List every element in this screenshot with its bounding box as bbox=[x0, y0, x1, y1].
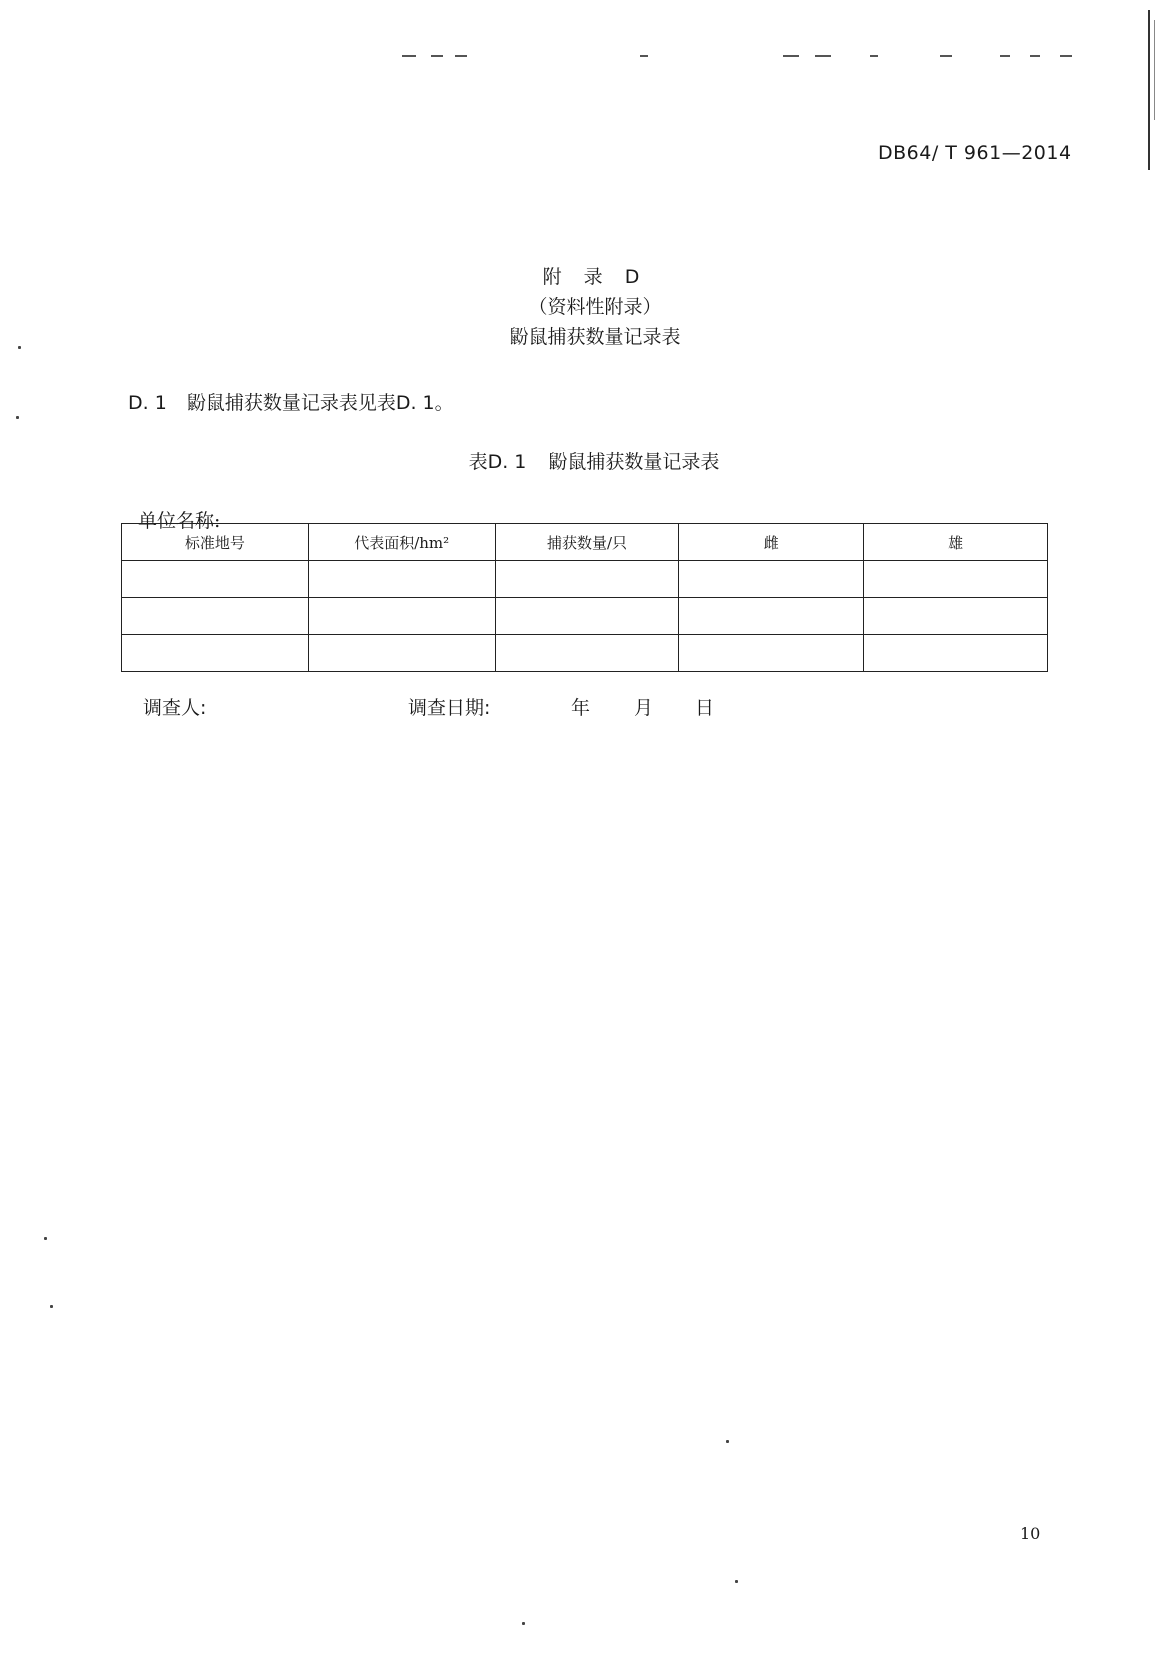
appendix-label: 附 录 D bbox=[542, 266, 648, 288]
date-month-label: 月 bbox=[634, 697, 654, 719]
clause-d1 bbox=[128, 388, 454, 415]
scan-edge bbox=[1154, 20, 1155, 120]
column-header-plot-number: 标准地号 bbox=[122, 524, 309, 561]
table-cell bbox=[679, 561, 864, 598]
clause-number: D. 1 bbox=[128, 392, 167, 414]
table-header-row bbox=[122, 524, 1048, 561]
scan-artifact bbox=[1030, 55, 1040, 57]
scan-artifact bbox=[1060, 55, 1072, 57]
table-cell bbox=[308, 635, 495, 672]
table-caption bbox=[0, 447, 1160, 474]
table-cell bbox=[679, 598, 864, 635]
table-cell bbox=[495, 561, 679, 598]
column-header-female: 雌 bbox=[679, 524, 864, 561]
survey-date-label: 调查日期: bbox=[408, 697, 491, 719]
column-header-area: 代表面积/hm² bbox=[308, 524, 495, 561]
scan-artifact bbox=[50, 1305, 53, 1308]
appendix-type: （资料性附录） bbox=[528, 296, 662, 318]
scan-artifact bbox=[726, 1440, 729, 1443]
table-cell bbox=[495, 635, 679, 672]
table-cell bbox=[495, 598, 679, 635]
table-cell bbox=[122, 561, 309, 598]
scan-edge bbox=[1148, 10, 1150, 170]
page-number: 10 bbox=[1020, 1524, 1041, 1543]
scan-artifact bbox=[431, 55, 443, 57]
scan-artifact bbox=[1000, 55, 1010, 57]
record-table bbox=[121, 523, 1048, 672]
table-cell bbox=[308, 561, 495, 598]
table-cell bbox=[864, 598, 1048, 635]
scan-artifact bbox=[522, 1622, 525, 1625]
scan-artifact bbox=[735, 1580, 738, 1583]
table-row bbox=[122, 635, 1048, 672]
scan-artifact bbox=[44, 1237, 47, 1240]
table-cell bbox=[308, 598, 495, 635]
unit-name-label: 单位名称: bbox=[138, 510, 221, 532]
table-row bbox=[122, 598, 1048, 635]
column-header-male: 雄 bbox=[864, 524, 1048, 561]
table-cell bbox=[122, 635, 309, 672]
date-day-label: 日 bbox=[695, 697, 715, 719]
investigator-label: 调查人: bbox=[143, 697, 207, 719]
scan-artifact bbox=[870, 55, 878, 57]
scan-artifact bbox=[402, 55, 416, 57]
scan-artifact bbox=[16, 416, 19, 419]
table-cell bbox=[864, 635, 1048, 672]
scan-artifact bbox=[783, 55, 799, 57]
standard-code: DB64/ T 961—2014 bbox=[878, 142, 1072, 164]
table-caption-number: 表D. 1 bbox=[468, 451, 527, 473]
date-year-label: 年 bbox=[571, 697, 591, 719]
table-cell bbox=[679, 635, 864, 672]
scan-artifact bbox=[455, 55, 467, 57]
column-header-capture-count: 捕获数量/只 bbox=[495, 524, 679, 561]
appendix-name: 鼢鼠捕获数量记录表 bbox=[509, 326, 681, 348]
table-cell bbox=[864, 561, 1048, 598]
clause-text: 鼢鼠捕获数量记录表见表D. 1。 bbox=[186, 392, 454, 414]
scan-artifact bbox=[940, 55, 952, 57]
table-cell bbox=[122, 598, 309, 635]
table-row bbox=[122, 561, 1048, 598]
scan-artifact bbox=[815, 55, 831, 57]
scan-artifact bbox=[640, 55, 648, 57]
table-caption-title: 鼢鼠捕获数量记录表 bbox=[548, 451, 720, 473]
